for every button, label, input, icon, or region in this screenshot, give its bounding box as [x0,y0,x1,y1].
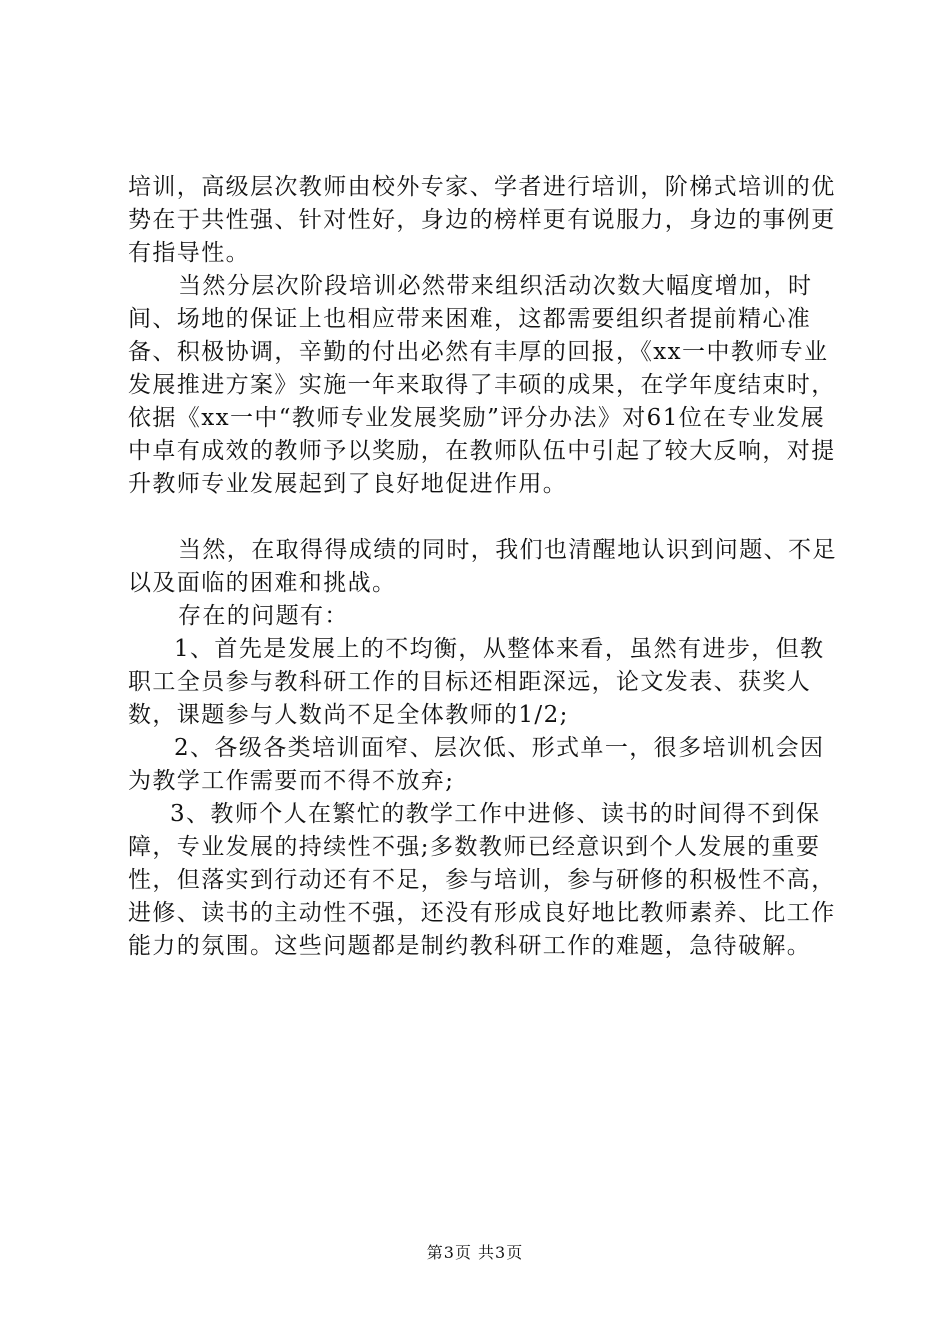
paragraph-problem-3: 3、教师个人在繁忙的教学工作中进修、读书的时间得不到保障，专业发展的持续性不强;多数教师已经意识到个人发展的重要性，但落实到行动还有不足，参与培训，参与研修的积极性不高，进修、读书的主动性不强，还没有形成良好地比教师素养、比工作能力的氛围。这些问题都是制约教科研工作的难题，急待破解。 [128,801,836,959]
paragraph-problem-2: 2、各级各类培训面窄、层次低、形式单一，很多培训机会因为教学工作需要而不得不放弃; [128,735,825,794]
document-body [128,171,844,963]
page-footer [0,1243,950,1263]
paragraph-recognizing-problems: 当然，在取得得成绩的同时，我们也清醒地认识到问题、不足以及面临的困难和挑战。 [128,537,837,596]
paragraph-problem-1: 1、首先是发展上的不均衡，从整体来看，虽然有进步，但教职工全员参与教科研工作的目标还相距深远，论文发表、获奖人数，课题参与人数尚不足全体教师的1/2; [128,636,825,728]
paragraph-layered-training: 当然分层次阶段培训必然带来组织活动次数大幅度增加，时间、场地的保证上也相应带来困难，这都需要组织者提前精心准备、积极协调，辛勤的付出必然有丰厚的回报，《xx一中教师专业发展推进方案》实施一年来取得了丰硕的成果，在学年度结束时，依据《xx一中“教师专业发展奖励”评分办法》对61位在专业发展中卓有成效的教师予以奖励，在教师队伍中引起了较大反响，对提升教师专业发展起到了良好地促进作用。 [128,273,836,497]
page-number-label: 第3页 共3页 [426,1243,524,1262]
paragraph-training-continuation: 培训，高级层次教师由校外专家、学者进行培训，阶梯式培训的优势在于共性强、针对性好，身边的榜样更有说服力，身边的事例更有指导性。 [128,174,836,266]
paragraph-existing-problems-heading: 存在的问题有： [178,603,349,629]
